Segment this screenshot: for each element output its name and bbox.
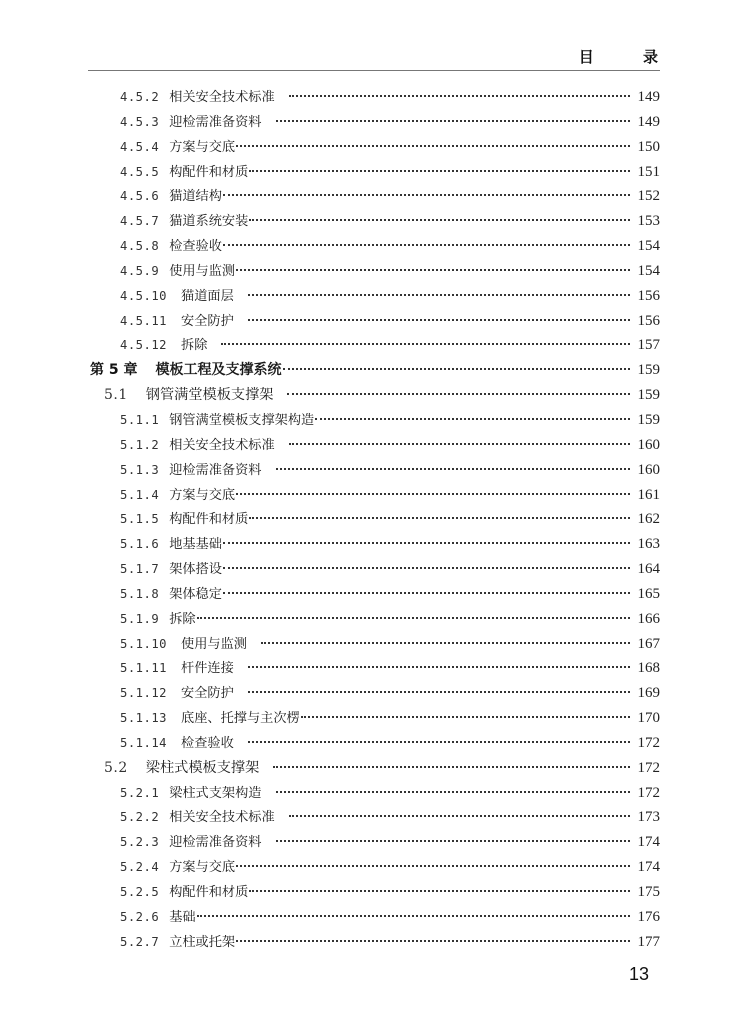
toc-entry-title: 相关安全技术标准: [169, 810, 275, 826]
toc-entry-page: 154: [637, 262, 660, 279]
toc-entry-title: 方案与交底: [169, 487, 236, 503]
dot-leader: [223, 567, 630, 569]
toc-entry-page: 159: [637, 362, 660, 379]
toc-entry-page: 168: [637, 660, 660, 677]
toc-subsection-entry[interactable]: [88, 111, 660, 136]
dot-leader: [301, 716, 630, 718]
toc-entry-page: 151: [637, 163, 660, 180]
toc-entry-title: 梁柱式支架构造: [169, 785, 262, 801]
dot-leader: [261, 642, 630, 644]
toc-entry-page: 172: [637, 734, 660, 751]
toc-subsection-entry[interactable]: [88, 856, 660, 881]
toc-subsection-entry[interactable]: [88, 310, 660, 335]
toc-entry-title: 构配件和材质: [169, 512, 249, 528]
toc-entry-title: 架体稳定: [169, 586, 222, 602]
toc-entry-number: 4.5.9: [120, 263, 160, 278]
toc-entry-page: 149: [637, 89, 660, 105]
toc-entry-page: 176: [637, 908, 660, 925]
toc-entry-page: 174: [637, 834, 660, 851]
toc-entry-title: 拆除: [169, 611, 196, 627]
dot-leader: [249, 517, 630, 519]
dot-leader: [273, 766, 630, 768]
toc-entry-page: 161: [637, 486, 660, 503]
page-number: 13: [629, 964, 650, 984]
toc-entry-page: 169: [637, 685, 660, 702]
toc-subsection-entry[interactable]: [88, 86, 660, 111]
dot-leader: [236, 940, 630, 942]
dot-leader: [276, 468, 631, 470]
dot-leader: [223, 542, 630, 544]
dot-leader: [248, 294, 630, 296]
toc-entry-number: 4.5.8: [120, 239, 160, 254]
toc-entry-title: 梁柱式模板支撑架: [145, 759, 260, 776]
dot-leader: [249, 890, 630, 892]
toc-entry-number: 5.1.14: [120, 735, 168, 750]
toc-entry-page: 154: [637, 238, 660, 255]
dot-leader: [223, 592, 630, 594]
toc-section-entry[interactable]: [88, 384, 660, 409]
toc-entry-title: 基础: [169, 909, 196, 925]
toc-entry-number: 5.1.12: [120, 686, 168, 701]
toc-entry-number: 5.2.3: [120, 835, 160, 850]
toc-entry-page: 159: [637, 411, 660, 428]
toc-entry-title: 检查验收: [181, 735, 234, 751]
toc-entry-title: 立柱或托架: [169, 934, 236, 950]
toc-subsection-entry[interactable]: [88, 459, 660, 484]
toc-entry-number: 4.5.4: [120, 139, 160, 154]
toc-subsection-entry[interactable]: [88, 185, 660, 210]
dot-leader: [236, 865, 630, 867]
dot-leader: [289, 95, 630, 97]
table-of-contents: [88, 86, 660, 956]
toc-entry-number: 5.1.7: [120, 562, 160, 577]
toc-entry-title: 迎检需准备资料: [169, 462, 262, 478]
toc-subsection-entry[interactable]: [88, 533, 660, 558]
toc-subsection-entry[interactable]: [88, 558, 660, 583]
toc-entry-title: 相关安全技术标准: [169, 437, 275, 453]
dot-leader: [283, 368, 631, 370]
toc-entry-page: 174: [637, 859, 660, 876]
toc-entry-page: 170: [637, 710, 660, 727]
toc-entry-number: 5.1.13: [120, 711, 168, 726]
toc-entry-title: 安全防护: [181, 313, 234, 329]
toc-entry-number: 4.5.6: [120, 189, 160, 204]
toc-entry-number: 5.1.11: [120, 661, 168, 676]
toc-entry-number: 4.5.12: [120, 338, 168, 353]
toc-entry-title: 猫道结构: [169, 189, 222, 205]
toc-subsection-entry[interactable]: [88, 508, 660, 533]
toc-entry-page: 152: [637, 188, 660, 205]
dot-leader: [248, 319, 630, 321]
toc-subsection-entry[interactable]: [88, 931, 660, 956]
toc-entry-title: 迎检需准备资料: [169, 114, 262, 130]
toc-entry-page: 165: [637, 585, 660, 602]
toc-entry-number: 5.1.8: [120, 586, 160, 601]
toc-entry-page: 159: [637, 387, 660, 404]
toc-entry-title: 方案与交底: [169, 860, 236, 876]
toc-entry-number: 5.1.9: [120, 611, 160, 626]
toc-subsection-entry[interactable]: [88, 633, 660, 658]
toc-entry-title: 拆除: [181, 338, 208, 354]
dot-leader: [276, 791, 631, 793]
dot-leader: [249, 170, 630, 172]
toc-subsection-entry[interactable]: [88, 831, 660, 856]
toc-subsection-entry[interactable]: [88, 782, 660, 807]
header-title: 目 录: [578, 48, 680, 66]
toc-subsection-entry[interactable]: [88, 260, 660, 285]
dot-leader: [223, 244, 630, 246]
toc-subsection-entry[interactable]: [88, 136, 660, 161]
toc-entry-number: 5.2.4: [120, 860, 160, 875]
toc-entry-page: 157: [637, 337, 660, 354]
running-header: [88, 42, 680, 71]
toc-entry-number: 4.5.11: [120, 313, 168, 328]
dot-leader: [197, 617, 630, 619]
toc-entry-page: 153: [637, 213, 660, 230]
toc-entry-title: 钢管满堂模板支撑架: [145, 387, 274, 404]
dot-leader: [248, 666, 630, 668]
toc-entry-page: 164: [637, 561, 660, 578]
toc-subsection-entry[interactable]: [88, 608, 660, 633]
toc-entry-title: 架体搭设: [169, 562, 222, 578]
toc-entry-number: 4.5.7: [120, 214, 160, 229]
toc-entry-title: 构配件和材质: [169, 164, 249, 180]
toc-subsection-entry[interactable]: [88, 682, 660, 707]
toc-subsection-entry[interactable]: [88, 161, 660, 186]
toc-entry-page: 166: [637, 610, 660, 627]
toc-subsection-entry[interactable]: [88, 657, 660, 682]
toc-subsection-entry[interactable]: [88, 732, 660, 757]
toc-entry-title: 使用与监测: [169, 263, 236, 279]
toc-subsection-entry[interactable]: [88, 484, 660, 509]
toc-entry-number: 5.2.5: [120, 885, 160, 899]
toc-entry-page: 162: [637, 511, 660, 528]
toc-entry-number: 5.2: [104, 759, 128, 776]
toc-entry-number: 4.5.3: [120, 114, 160, 129]
toc-subsection-entry[interactable]: [88, 707, 660, 732]
dot-leader: [315, 418, 630, 420]
toc-entry-page: 149: [637, 113, 660, 130]
toc-entry-number: 5.1.6: [120, 537, 160, 552]
toc-entry-number: 5.1.4: [120, 487, 160, 502]
toc-entry-number: 5.1.1: [120, 412, 160, 427]
toc-entry-number: 5.2.6: [120, 909, 160, 924]
toc-entry-number: 4.5.2: [120, 90, 160, 104]
toc-entry-title: 猫道系统安装: [169, 214, 249, 230]
toc-subsection-entry[interactable]: [88, 235, 660, 260]
dot-leader: [221, 343, 630, 345]
toc-entry-title: 模板工程及支撑系统: [155, 362, 282, 379]
toc-entry-title: 底座、托撑与主次楞: [181, 711, 300, 727]
toc-subsection-entry[interactable]: [88, 583, 660, 608]
toc-entry-number: 5.2.1: [120, 785, 160, 800]
toc-entry-page: 175: [637, 884, 660, 900]
toc-entry-title: 地基基础: [169, 537, 222, 553]
toc-subsection-entry[interactable]: [88, 906, 660, 931]
toc-entry-title: 检查验收: [169, 239, 222, 255]
dot-leader: [248, 691, 630, 693]
toc-entry-title: 使用与监测: [181, 636, 247, 652]
toc-entry-number: 5.1: [104, 387, 128, 404]
dot-leader: [236, 493, 630, 495]
toc-subsection-entry[interactable]: [88, 334, 660, 359]
toc-entry-title: 猫道面层: [181, 288, 234, 304]
toc-entry-number: 4.5.10: [120, 288, 168, 303]
toc-entry-page: 163: [637, 536, 660, 553]
dot-leader: [276, 120, 631, 122]
toc-entry-page: 172: [637, 759, 660, 776]
toc-entry-page: 177: [637, 933, 660, 950]
toc-subsection-entry[interactable]: [88, 434, 660, 459]
toc-entry-page: 173: [637, 809, 660, 826]
toc-entry-title: 迎检需准备资料: [169, 835, 262, 851]
toc-entry-title: 安全防护: [181, 686, 234, 702]
toc-chapter-entry[interactable]: [88, 359, 660, 384]
toc-entry-number: 5.1.10: [120, 636, 168, 651]
toc-entry-page: 150: [637, 138, 660, 155]
toc-entry-page: 172: [637, 784, 660, 801]
toc-subsection-entry[interactable]: [88, 285, 660, 310]
toc-entry-title: 相关安全技术标准: [169, 90, 275, 105]
dot-leader: [248, 741, 630, 743]
dot-leader: [236, 145, 630, 147]
dot-leader: [249, 219, 630, 221]
toc-entry-title: 方案与交底: [169, 139, 236, 155]
dot-leader: [276, 840, 631, 842]
toc-subsection-entry[interactable]: [88, 409, 660, 434]
toc-entry-title: 构配件和材质: [169, 885, 249, 900]
toc-entry-number: 5.1.5: [120, 512, 160, 527]
toc-entry-number: 5.2.2: [120, 810, 160, 825]
toc-entry-page: 156: [637, 287, 660, 304]
dot-leader: [197, 915, 630, 917]
toc-entry-number: 4.5.5: [120, 164, 160, 179]
toc-entry-page: 167: [637, 635, 660, 652]
toc-section-entry[interactable]: [88, 757, 660, 782]
toc-subsection-entry[interactable]: [88, 210, 660, 235]
toc-entry-title: 杆件连接: [181, 661, 234, 677]
toc-subsection-entry[interactable]: [88, 806, 660, 831]
toc-entry-number: 第 5 章: [90, 362, 138, 379]
toc-entry-number: 5.2.7: [120, 934, 160, 949]
toc-entry-page: 160: [637, 461, 660, 478]
toc-subsection-entry[interactable]: [88, 881, 660, 906]
dot-leader: [287, 393, 630, 395]
dot-leader: [223, 194, 630, 196]
toc-entry-title: 钢管满堂模板支撑架构造: [169, 412, 315, 428]
dot-leader: [289, 815, 630, 817]
dot-leader: [289, 443, 630, 445]
toc-entry-number: 5.1.3: [120, 462, 160, 477]
dot-leader: [236, 269, 630, 271]
toc-entry-page: 160: [637, 436, 660, 453]
toc-entry-number: 5.1.2: [120, 437, 160, 452]
toc-entry-page: 156: [637, 312, 660, 329]
